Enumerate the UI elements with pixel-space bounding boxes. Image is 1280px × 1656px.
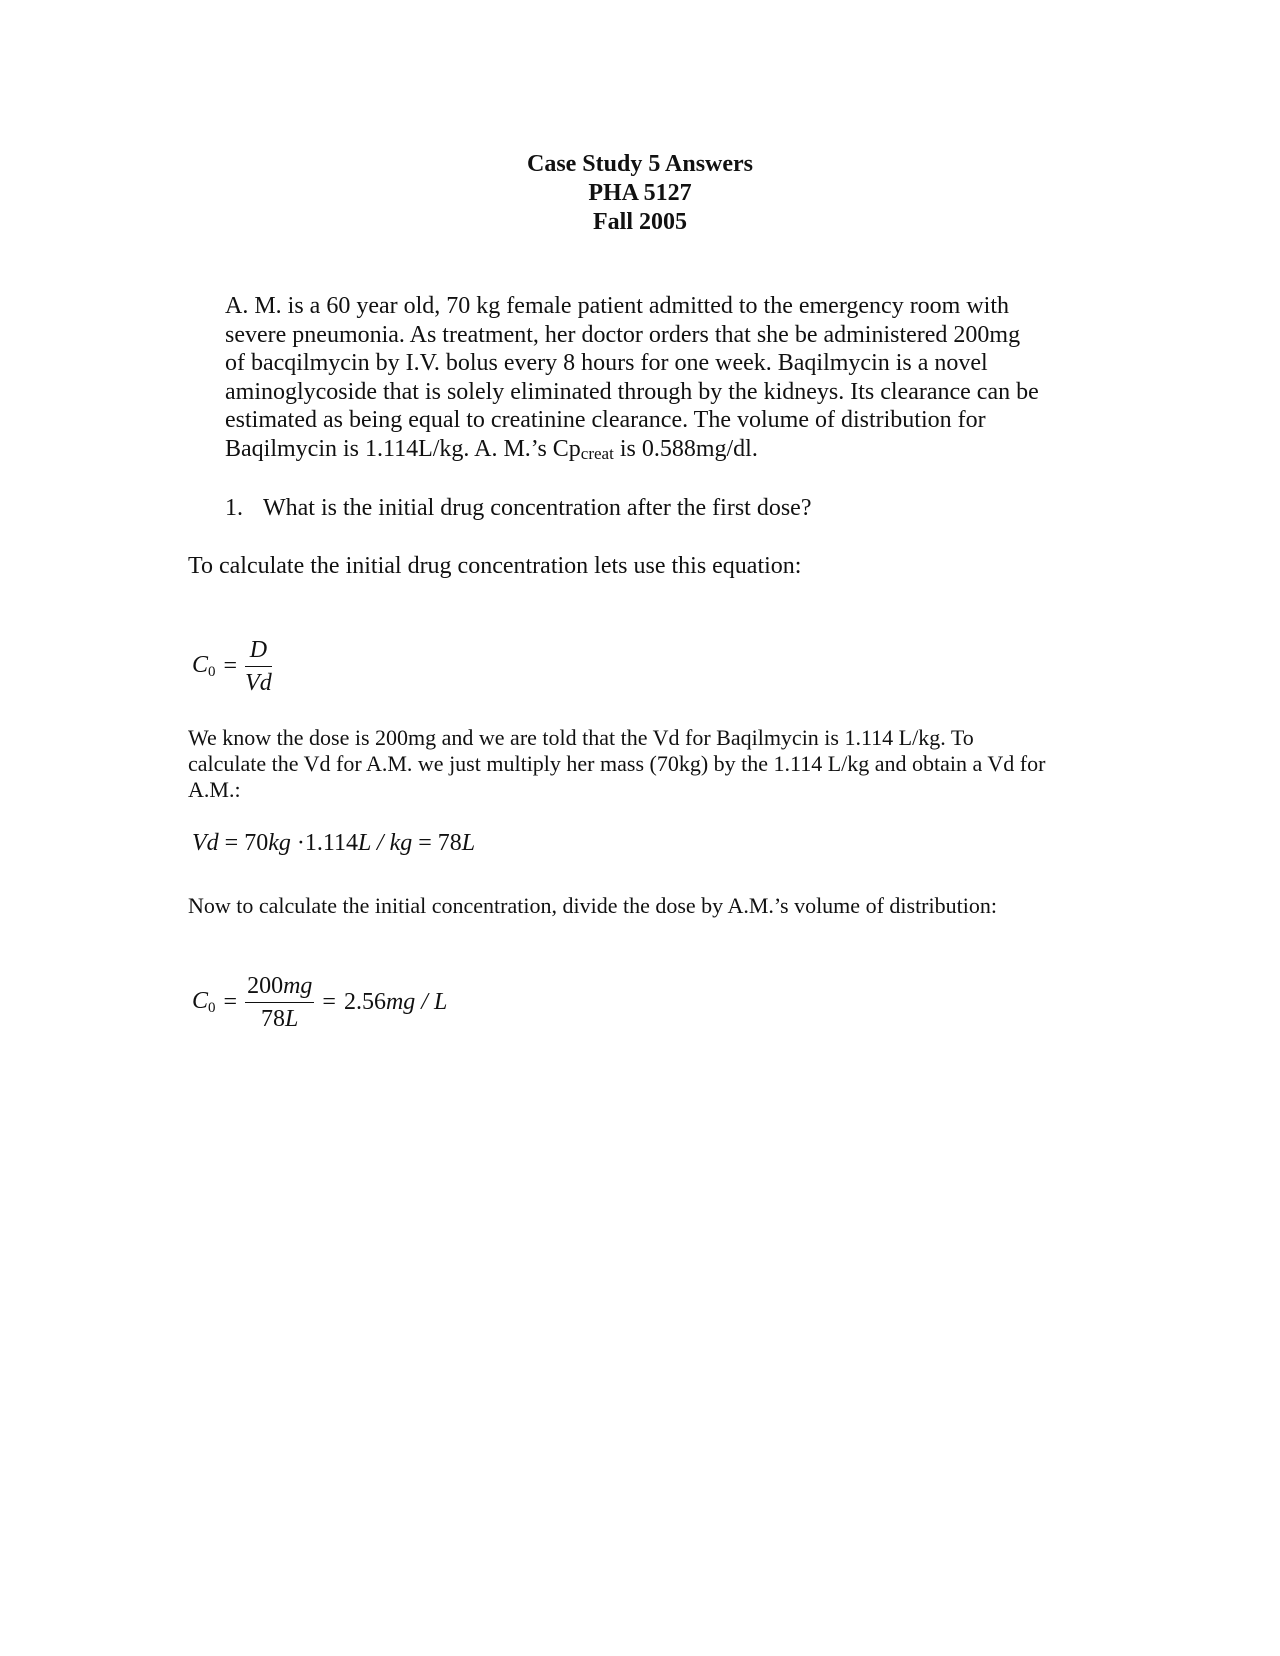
- vd-explanation: [188, 725, 1088, 803]
- result: 2.56mg / L: [343, 989, 448, 1015]
- mass-unit: kg: [268, 830, 291, 856]
- numerator: 200mg: [245, 972, 314, 1003]
- equation-c0-result: [192, 972, 447, 1033]
- equation-c0-formula: [192, 636, 272, 697]
- cp-subscript: creat: [580, 443, 614, 463]
- vd-result-unit: L: [461, 830, 476, 856]
- case-description: [225, 292, 1095, 468]
- vd-result-value: 78: [437, 830, 462, 856]
- denominator: 78L: [261, 1006, 299, 1032]
- vd-per-kg-value: 1.114: [304, 830, 358, 856]
- equation-vd-calculation: [192, 830, 475, 857]
- vd-per-kg-unit: L / kg: [357, 830, 413, 856]
- equals-sign: =: [224, 830, 239, 856]
- equals-sign: =: [418, 830, 432, 856]
- equation-lhs: $C_0$: [192, 988, 216, 1016]
- explanation-line: calculate the Vd for A.M. we just multiply her mass (70kg) by the 1.114 L/kg and obtain a Vd for: [188, 751, 1046, 776]
- multiply-dot: ·: [296, 830, 305, 856]
- explanation-line: We know the dose is 200mg and we are told that the Vd for Baqilmycin is 1.114 L/kg. To: [188, 725, 974, 750]
- case-line: estimated as being equal to creatinine clearance. The volume of distribution for: [225, 407, 986, 433]
- case-line: aminoglycoside that is solely eliminated through by the kidneys. Its clearance can be: [225, 378, 1039, 405]
- case-text: Baqilmycin is 1.114L/kg. A. M.’s Cp: [225, 435, 581, 462]
- question-1: [225, 494, 811, 522]
- denominator: Vd: [245, 670, 272, 696]
- question-text: What is the initial drug concentration after the first dose?: [263, 495, 812, 521]
- case-line: severe pneumonia. As treatment, her doctor orders that she be administered 200mg: [225, 321, 1021, 348]
- equation-lhs: $C_0$: [192, 652, 216, 680]
- vd-symbol: Vd: [192, 830, 219, 856]
- document-header: [0, 150, 1280, 237]
- equals-sign: =: [322, 989, 336, 1015]
- mass-value: 70: [244, 830, 269, 856]
- case-line-last: [225, 435, 1095, 469]
- fraction: [245, 636, 272, 697]
- case-line: of bacqilmycin by I.V. bolus every 8 hours for one week. Baqilmycin is a novel: [225, 350, 988, 376]
- concentration-lead-text: Now to calculate the initial concentration, divide the dose by A.M.’s volume of distribution:: [188, 893, 997, 918]
- term: Fall 2005: [593, 209, 687, 235]
- course-code: PHA 5127: [588, 180, 692, 206]
- answer-lead-text: To calculate the initial drug concentration lets use this equation:: [188, 553, 802, 579]
- explanation-line: A.M.:: [188, 777, 241, 802]
- equals-sign: =: [223, 989, 238, 1015]
- case-text: is 0.588mg/dl.: [613, 435, 758, 462]
- case-line: A. M. is a 60 year old, 70 kg female patient admitted to the emergency room with: [225, 293, 1010, 319]
- document-title: Case Study 5 Answers: [526, 151, 754, 177]
- numerator: D: [245, 636, 272, 667]
- fraction: [245, 972, 314, 1033]
- equals-sign: =: [223, 653, 238, 679]
- question-number: 1.: [225, 495, 243, 521]
